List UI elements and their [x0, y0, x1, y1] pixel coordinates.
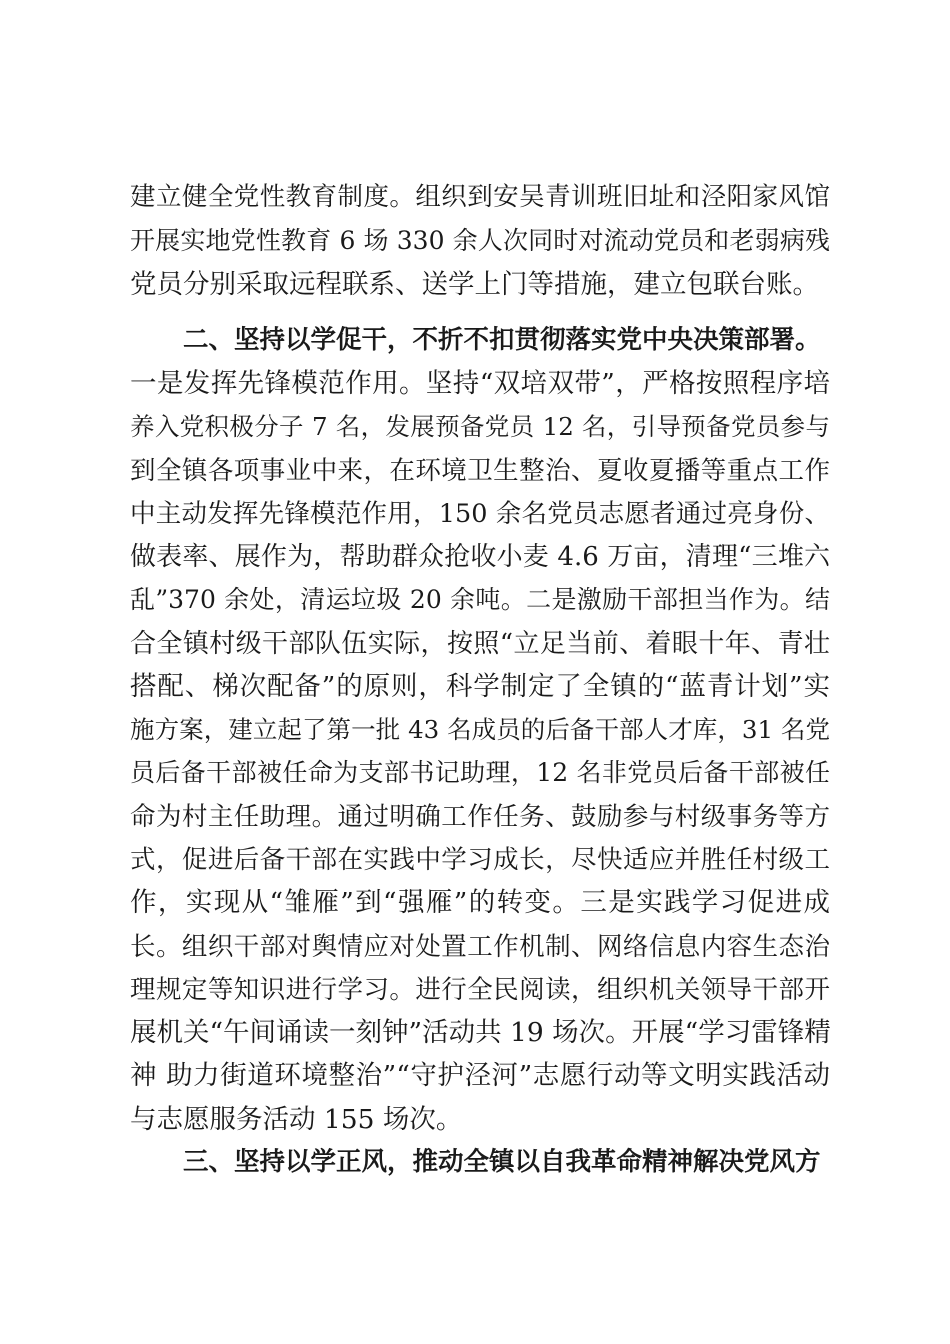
paragraph-line: 理规定等知识进行学习。进行全民阅读，组织机关领导干部开 [130, 975, 830, 1005]
paragraph-line: 合全镇村级干部队伍实际，按照“立足当前、着眼十年、青壮 [130, 629, 830, 659]
paragraph-line: 搭配、梯次配备”的原则，科学制定了全镇的“蓝青计划”实 [130, 671, 830, 702]
paragraph-line: 中主动发挥先锋模范作用，150 余名党员志愿者通过亮身份、 [130, 499, 830, 529]
paragraph-line: 建立健全党性教育制度。组织到安吴青训班旧址和泾阳家风馆 [130, 182, 830, 212]
section-heading: 三、坚持以学正风，推动全镇以自我革命精神解决党风方 [183, 1147, 821, 1177]
paragraph-line: 做表率、展作为，帮助群众抢收小麦 4.6 万亩，清理“三堆六 [130, 542, 830, 572]
paragraph-line: 一是发挥先锋模范作用。坚持“双培双带”，严格按照程序培 [130, 368, 830, 399]
paragraph-line: 员后备干部被任命为支部书记助理，12 名非党员后备干部被任 [130, 758, 830, 787]
paragraph-line: 展机关“午间诵读一刻钟”活动共 19 场次。开展“学习雷锋精 [130, 1017, 831, 1048]
paragraph-line: 命为村主任助理。通过明确工作任务、鼓励参与村级事务等方 [130, 802, 830, 832]
paragraph-line: 长。组织干部对舆情应对处置工作机制、网络信息内容生态治 [130, 932, 830, 962]
paragraph-line: 养入党积极分子 7 名，发展预备党员 12 名，引导预备党员参与 [130, 412, 830, 441]
paragraph-line: 开展实地党性教育 6 场 330 余人次同时对流动党员和老弱病残 [130, 226, 830, 255]
paragraph-line: 乱”370 余处，清运垃圾 20 余吨。二是激励干部担当作为。结 [130, 585, 830, 614]
paragraph-line: 到全镇各项事业中来，在环境卫生整治、夏收夏播等重点工作 [130, 456, 830, 486]
paragraph-line: 与志愿服务活动 155 场次。 [130, 1104, 463, 1135]
section-heading: 二、坚持以学促干，不折不扣贯彻落实党中央决策部署。 [183, 325, 821, 355]
paragraph-line: 施方案，建立起了第一批 43 名成员的后备干部人才库，31 名党 [130, 715, 830, 744]
paragraph-line: 式，促进后备干部在实践中学习成长，尽快适应并胜任村级工 [130, 845, 830, 875]
paragraph-line: 党员分别采取远程联系、送学上门等措施，建立包联台账。 [130, 269, 819, 300]
paragraph-line: 作，实现从“雏雁”到“强雁”的转变。三是实践学习促进成 [130, 887, 830, 918]
paragraph-line: 神 助力街道环境整治”“守护泾河”志愿行动等文明实践活动 [130, 1060, 830, 1091]
